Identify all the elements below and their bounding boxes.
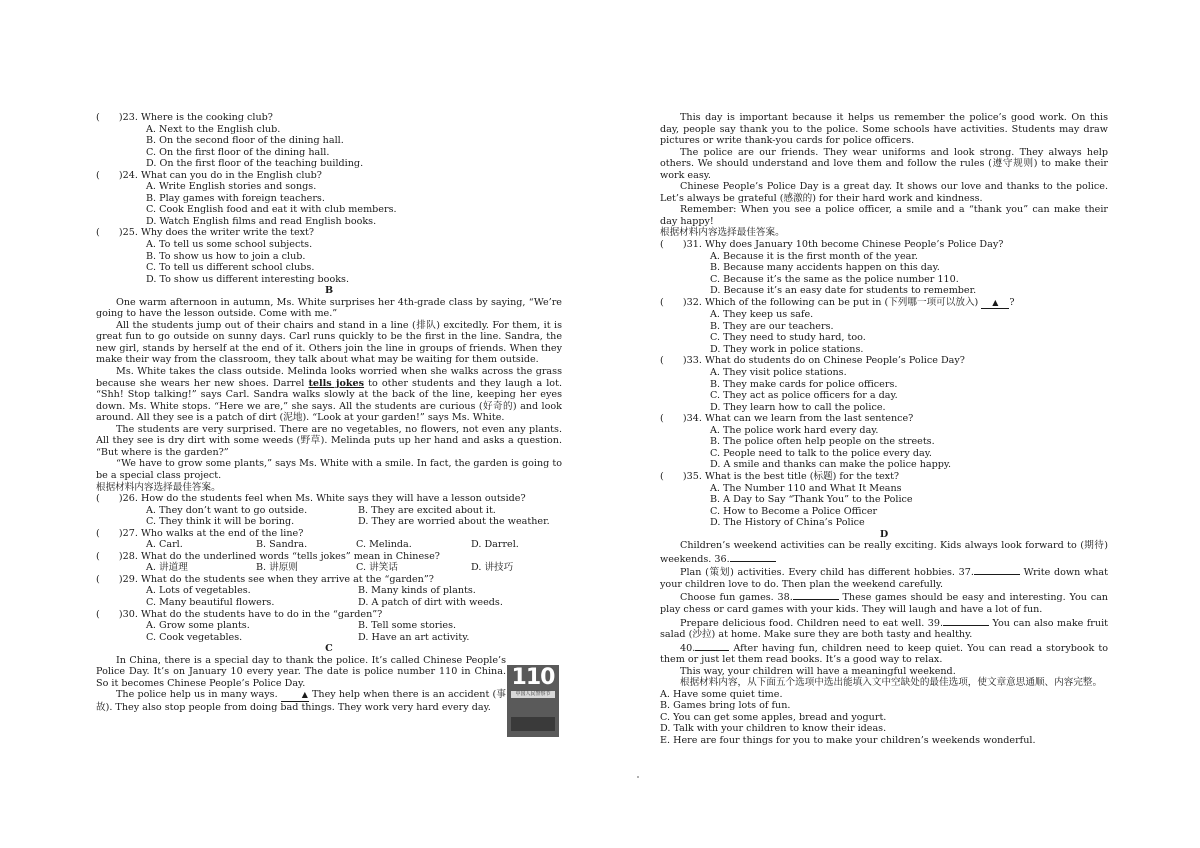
option: D. On the first floor of the teaching building. — [146, 158, 364, 170]
passage-text: Choose fun games. 38. — [680, 592, 793, 604]
option: A. The police work hard every day. — [710, 424, 879, 436]
question-23 — [96, 112, 562, 124]
option: D. Because it’s an easy date for students to remember. — [710, 285, 977, 297]
choice-option: D. Talk with your children to know their ideas. — [660, 723, 887, 735]
option: D. Darrel. — [471, 539, 519, 551]
question-number: ( )26. — [96, 493, 138, 505]
option: B. On the second floor of the dining hall. — [146, 135, 344, 147]
option: A. The Number 110 and What It Means — [710, 482, 902, 494]
left-column — [96, 112, 562, 713]
passage-paragraph: This way, your children will have a meaningful weekend. — [680, 665, 956, 677]
question-stem: What do students do on Chinese People’s Police Day? — [705, 355, 965, 367]
option-grid — [96, 562, 562, 574]
option: C. They think it will be boring. — [146, 516, 295, 528]
option: B. They are our teachers. — [710, 320, 834, 332]
passage-paragraph — [660, 565, 1108, 590]
question-26 — [96, 493, 562, 505]
question-34 — [660, 413, 1108, 425]
question-stem: What do the underlined words “tells jokes” mean in Chinese? — [141, 550, 440, 562]
option-grid — [96, 505, 562, 528]
passage-paragraph — [96, 366, 562, 424]
option: C. To tell us different school clubs. — [146, 262, 315, 274]
answer-blank-37 — [974, 565, 1020, 575]
passage-text: The police help us in many ways. — [116, 689, 281, 701]
question-stem: How do the students feel when Ms. White says they will have a lesson outside? — [141, 493, 526, 505]
passage-paragraph: One warm afternoon in autumn, Ms. White surprises her 4th-grade class by saying, “We’re going to have the lesson outside. Come with me.” — [96, 296, 562, 320]
question-number: ( )29. — [96, 573, 138, 585]
passage-text: These games should be easy and interesting. You can play chess or card games with your kids. They will laugh and have a lot of fun. — [660, 592, 1108, 615]
instruction: 根据材料内容选择最佳答案。 — [96, 481, 221, 493]
question-number: ( )25. — [96, 227, 138, 239]
blank-marker: ▲ — [981, 297, 1009, 310]
option: B. Because many accidents happen on this day. — [710, 262, 940, 274]
option: D. 讲技巧 — [471, 562, 514, 574]
option: B. They are excited about it. — [358, 504, 496, 516]
passage-text: Children’s weekend activities can be really exciting. Kids always look forward to (期待) weekends. 36. — [660, 540, 1108, 565]
passage-paragraph — [660, 641, 1108, 666]
question-28 — [96, 551, 562, 563]
question-number: ( )30. — [96, 608, 138, 620]
option-grid — [96, 620, 562, 643]
option: A. Carl. — [146, 539, 183, 551]
section-heading-c: C — [325, 643, 333, 655]
question-number: ( )31. — [660, 239, 702, 251]
answer-blank-40 — [695, 641, 729, 651]
passage-paragraph — [660, 616, 1108, 641]
choice-option: A. Have some quiet time. — [660, 688, 783, 700]
question-number: ( )23. — [96, 112, 138, 123]
passage-text: You can also make fruit salad (沙拉) at home. Make sure they are both tasty and healthy. — [660, 617, 1108, 641]
passage-paragraph: This day is important because it helps us remember the police’s good work. On this day, people say thank you to the police. Some schools have activities. Students may draw pictures or write thank-you cards for police officers. — [660, 112, 1108, 147]
passage-paragraph: The police are our friends. They wear uniforms and look strong. They always help others. We should understand and love them and follow the rules (遵守规则) to make their work easy. — [660, 146, 1108, 181]
passage-text: Ms. White takes the class outside. Melinda looks worried when she walks across the grass because she wears her new shoes. Darrel — [96, 366, 562, 389]
option: D. Watch English films and read English books. — [146, 215, 377, 227]
option: A. Next to the English club. — [146, 123, 281, 135]
option: D. The History of China’s Police — [710, 517, 865, 529]
page-speck — [637, 776, 639, 778]
question-stem: What can you do in the English club? — [141, 169, 322, 181]
question-30 — [96, 609, 562, 621]
choice-option: B. Games bring lots of fun. — [660, 700, 791, 712]
option: B. Many kinds of plants. — [358, 585, 476, 597]
stem-text: Which of the following can be put in (下列哪一项可以放入) — [705, 296, 982, 308]
option: A. They don’t want to go outside. — [146, 504, 308, 516]
option: B. A Day to Say “Thank You” to the Police — [710, 494, 913, 506]
question-stem: Where is the cooking club? — [141, 112, 273, 123]
option: B. To show us how to join a club. — [146, 250, 306, 262]
question-stem: Why does the writer write the text? — [141, 227, 315, 239]
option: A. They visit police stations. — [710, 367, 847, 379]
passage-text: They help when there is an accident (事故). They also stop people from doing bad things. They work very hard every day. — [96, 689, 506, 713]
option: A. Grow some plants. — [146, 620, 250, 632]
question-29 — [96, 574, 562, 586]
option: C. 讲笑话 — [356, 562, 398, 574]
question-33 — [660, 355, 1108, 367]
option: B. They make cards for police officers. — [710, 378, 898, 390]
question-24 — [96, 170, 562, 182]
passage-paragraph: All the students jump out of their chairs and stand in a line (排队) excitedly. For them, it is great fun to go outside on sunny days. Carl runs quickly to be the first in the line. Sandra, the new girl, stands by herself at the end of it. Others join the line in groups of friends. When they make their way from the classroom, they talk about what may be waiting for them outside. — [96, 319, 562, 366]
passage-text: to other students and they laugh a lot. “Shh! Stop talking!” says Carl. Sandra walks slowly at the back of the line, keeping her eyes down. Ms. White stops. “Here we are,” she says. All the students are curious (好奇的) and look around. All they see is a patch of dirt (泥地). “Look at your garden!” says Ms. White. — [96, 377, 562, 424]
question-stem — [705, 297, 1014, 310]
right-column — [660, 112, 1108, 747]
passage-text: Plan (策划) activities. Every child has different hobbies. 37. — [680, 567, 974, 579]
choice-option: C. You can get some apples, bread and yogurt. — [660, 711, 887, 723]
passage-text: Prepare delicious food. Children need to eat well. 39. — [680, 617, 944, 629]
logo-caption: 中国人民警察节 — [511, 691, 555, 698]
passage-paragraph — [96, 689, 506, 713]
passage-paragraph: In China, there is a special day to thank the police. It’s called Chinese People’s Police Day. It’s on January 10 every year. The date is police number 110 in China. So it becomes Chinese People’s Police Day. — [96, 654, 506, 689]
logo-photo-strip — [511, 717, 555, 731]
answer-blank-39 — [943, 616, 989, 626]
option: A. They keep us safe. — [710, 309, 814, 321]
option: C. Cook English food and eat it with club members. — [146, 204, 397, 216]
question-stem: Why does January 10th become Chinese People’s Police Day? — [705, 239, 1004, 251]
option: D. They work in police stations. — [710, 343, 864, 355]
option: C. They act as police officers for a day. — [710, 390, 898, 402]
logo-number: 110 — [511, 665, 555, 690]
option: A. To tell us some school subjects. — [146, 239, 313, 251]
option: A. 讲道理 — [146, 562, 188, 574]
option: C. People need to talk to the police every day. — [710, 447, 932, 459]
blank-marker: ▲ — [281, 689, 309, 702]
option: C. On the first floor of the dining hall. — [146, 146, 330, 158]
question-number: ( )28. — [96, 550, 138, 562]
question-35 — [660, 471, 1108, 483]
option: D. To show us different interesting books. — [146, 273, 350, 285]
passage-paragraph — [660, 540, 1108, 565]
passage-text: 40. — [680, 642, 696, 654]
section-heading-d: D — [879, 528, 889, 540]
option: B. Sandra. — [256, 539, 308, 551]
option: D. A patch of dirt with weeds. — [358, 596, 503, 608]
option-grid — [96, 585, 562, 608]
section-heading-b: B — [324, 285, 334, 297]
option: A. Lots of vegetables. — [146, 585, 251, 597]
question-number: ( )35. — [660, 470, 702, 482]
passage-paragraph: The students are very surprised. There are no vegetables, no flowers, not even any plants. All they see is dry dirt with some weeds (野草). Melinda puts up her hand and asks a question. “But where is the garden?” — [96, 423, 562, 458]
option: C. Because it’s the same as the police number 110. — [710, 273, 959, 285]
answer-blank-38 — [793, 590, 839, 600]
option: B. The police often help people on the streets. — [710, 436, 935, 448]
passage-paragraph: Chinese People’s Police Day is a great day. It shows our love and thanks to the police. Let’s always be grateful (感激的) for their hard work and kindness. — [660, 181, 1108, 204]
option: C. Many beautiful flowers. — [146, 596, 275, 608]
option: D. They are worried about the weather. — [358, 516, 550, 528]
option: B. Play games with foreign teachers. — [146, 192, 325, 204]
question-number: ( )34. — [660, 413, 702, 425]
option-grid — [96, 539, 562, 551]
option: C. They need to study hard, too. — [710, 332, 866, 344]
stem-text: ? — [1009, 296, 1015, 308]
choice-option: E. Here are four things for you to make your children’s weekends wonderful. — [660, 734, 1036, 746]
passage-paragraph: “We have to grow some plants,” says Ms. White with a smile. In fact, the garden is going to be a special class project. — [96, 458, 562, 481]
option: D. They learn how to call the police. — [710, 401, 886, 413]
option: B. Tell some stories. — [358, 620, 457, 632]
question-number: ( )33. — [660, 355, 702, 367]
question-27 — [96, 528, 562, 540]
option: C. How to Become a Police Officer — [710, 505, 878, 517]
instruction: 根据材料内容，从下面五个选项中选出能填入文中空缺处的最佳选项，使文章意思通顺、内容完整。 — [680, 677, 1103, 689]
police-day-logo-image — [507, 665, 559, 737]
question-stem: Who walks at the end of the line? — [141, 527, 304, 539]
option: A. Because it is the first month of the year. — [710, 250, 918, 262]
option: D. A smile and thanks can make the police happy. — [710, 459, 952, 471]
passage-text: Write down what your children love to do. Then plan the weekend carefully. — [660, 567, 1108, 590]
question-stem: What do the students see when they arrive at the “garden”? — [141, 573, 434, 585]
passage-paragraph: Remember: When you see a police officer, a smile and a “thank you” can make their day happy! — [660, 204, 1108, 227]
question-31 — [660, 239, 1108, 251]
question-stem: What is the best title (标题) for the text? — [705, 470, 900, 482]
passage-text: After having fun, children need to keep quiet. You can read a storybook to them or just let them read books. It’s a good way to relax. — [660, 642, 1108, 666]
underlined-words: tells jokes — [308, 377, 365, 389]
option: B. 讲原则 — [256, 562, 298, 574]
question-number: ( )24. — [96, 169, 138, 181]
option: D. Have an art activity. — [358, 631, 470, 643]
question-32 — [660, 297, 1108, 310]
passage-paragraph — [660, 590, 1108, 615]
question-stem: What can we learn from the last sentence? — [705, 413, 914, 425]
question-number: ( )32. — [660, 296, 702, 308]
question-stem: What do the students have to do in the “garden”? — [141, 608, 383, 620]
option: C. Melinda. — [356, 539, 412, 551]
option: A. Write English stories and songs. — [146, 181, 317, 193]
instruction: 根据材料内容选择最佳答案。 — [660, 227, 785, 239]
question-number: ( )27. — [96, 527, 138, 539]
answer-blank-36 — [730, 552, 776, 562]
question-25 — [96, 227, 562, 239]
option: C. Cook vegetables. — [146, 631, 243, 643]
